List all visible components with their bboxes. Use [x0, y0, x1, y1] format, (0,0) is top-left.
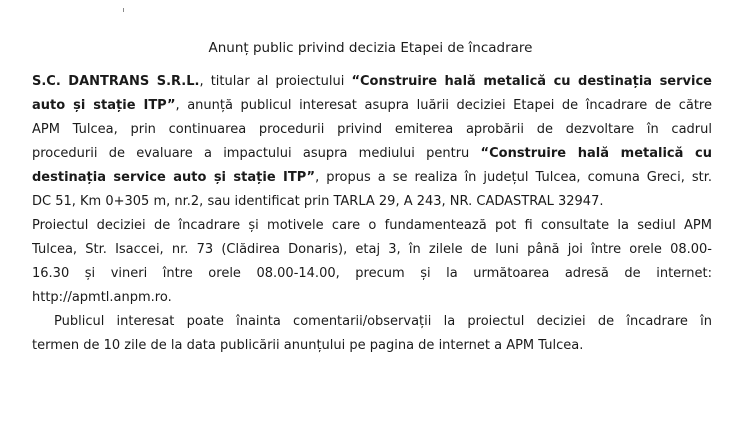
body-line-9: 16.30 și vineri între orele 08.00-14.00, precum și la următoarea adresă de internet:	[32, 266, 712, 281]
body-line-6: DC 51, Km 0+305 m, nr.2, sau identificat prin TARLA 29, A 243, NR. CADASTRAL 32947.	[32, 194, 604, 209]
body-line-7: Proiectul deciziei de încadrare și motivele care o fundamentează pot fi consultate la sediul APM	[32, 218, 712, 233]
internet-address: http://apmtl.anpm.ro.	[32, 290, 172, 305]
body-line-3: APM Tulcea, prin continuarea procedurii privind emiterea aprobării de dezvoltare în cadrul	[32, 122, 712, 137]
body-line-4: procedurii de evaluare a impactului asupra mediului pentru “Construire hală metalică cu	[32, 146, 712, 161]
company-name: S.C. DANTRANS S.R.L.	[32, 74, 200, 89]
project-name-repeat: “Construire hală metalică cu	[480, 146, 712, 161]
scan-mark	[123, 8, 124, 12]
body-line-8: Tulcea, Str. Isaccei, nr. 73 (Clădirea Donaris), etaj 3, în zilele de luni până joi între orele 08.00-	[32, 242, 712, 257]
body-line-12: termen de 10 zile de la data publicării anunțului pe pagina de internet a APM Tulcea.	[32, 338, 584, 353]
body-line-2: auto și stație ITP”, anunță publicul interesat asupra luării deciziei Etapei de încadrare de către	[32, 98, 712, 113]
announcement-body	[32, 70, 712, 358]
project-name: “Construire hală metalică cu destinația service	[351, 74, 712, 89]
body-line-5: destinația service auto și stație ITP”, propus a se realiza în județul Tulcea, comuna Greci, str.	[32, 170, 712, 185]
body-line-1: S.C. DANTRANS S.R.L., titular al proiectului “Construire hală metalică cu destinația service	[32, 74, 712, 89]
announcement-title: Anunț public privind decizia Etapei de încadrare	[208, 40, 533, 56]
body-line-11: Publicul interesat poate înainta comentarii/observații la proiectul deciziei de încadrare în	[54, 314, 712, 329]
